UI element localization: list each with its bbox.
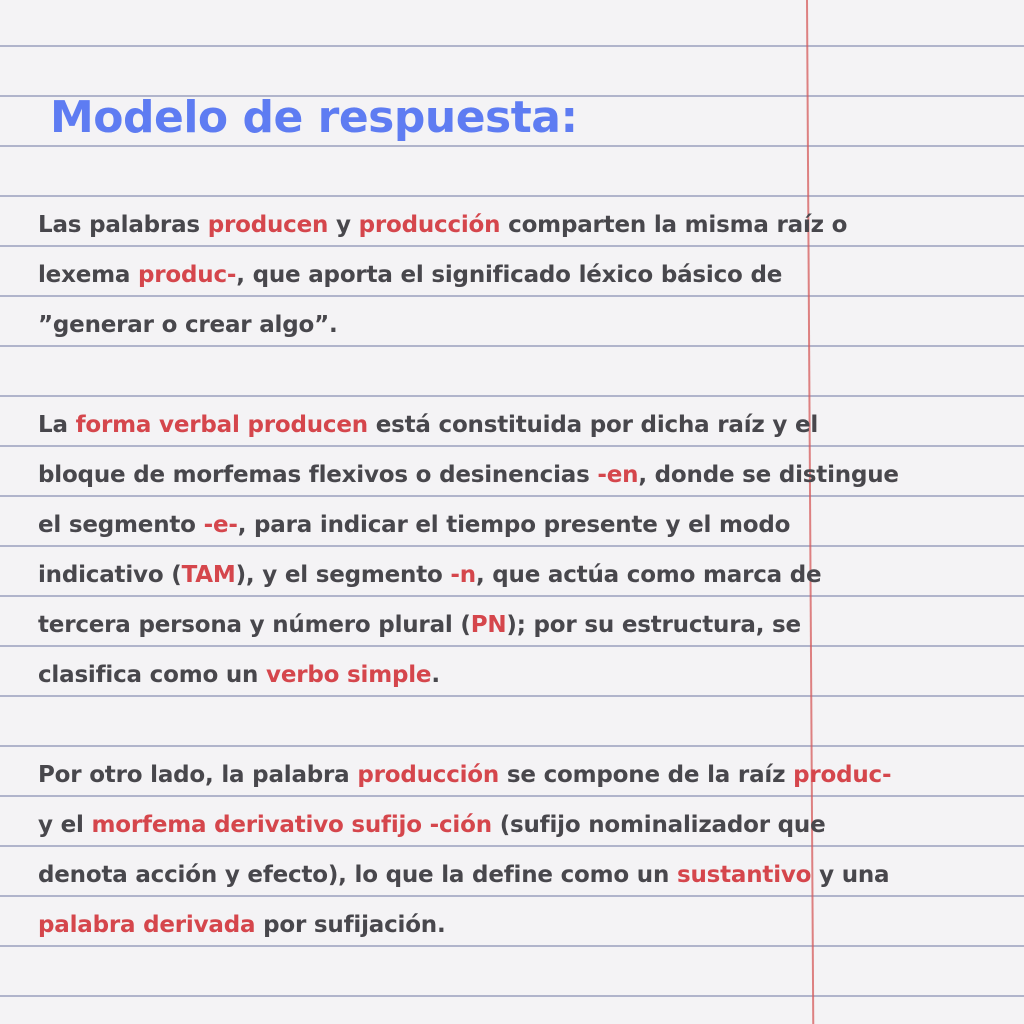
text-segment: ); por su estructura, se xyxy=(506,612,801,638)
text-segment: (sufijo nominalizador que xyxy=(491,812,826,838)
text-segment: , para indicar el tiempo presente y el modo xyxy=(237,512,791,538)
highlighted-term: produc- xyxy=(793,762,892,788)
text-segment: ), y el segmento xyxy=(235,562,451,588)
text-segment: comparten la misma raíz o xyxy=(500,212,848,238)
text-segment: y el xyxy=(38,812,92,838)
text-segment: Por otro lado, la palabra xyxy=(38,762,358,788)
text-segment: denota acción y efecto), lo que la define como un xyxy=(38,862,677,888)
highlighted-term: producen xyxy=(207,212,329,238)
highlighted-term: producción xyxy=(357,762,500,788)
text-line xyxy=(38,200,978,250)
text-line xyxy=(38,550,978,600)
text-segment: , que actúa como marca de xyxy=(475,562,822,588)
highlighted-term: TAM xyxy=(181,562,236,588)
page-title: Modelo de respuesta: xyxy=(50,92,578,143)
text-segment: La xyxy=(38,412,76,438)
text-segment: indicativo ( xyxy=(38,562,182,588)
text-line xyxy=(38,500,978,550)
text-segment: y xyxy=(328,212,359,238)
text-line xyxy=(38,250,978,300)
paragraph-roots xyxy=(38,200,978,350)
text-segment: clasifica como un xyxy=(38,662,267,688)
highlighted-term: forma verbal producen xyxy=(75,412,368,438)
highlighted-term: PN xyxy=(470,612,507,638)
text-segment: , que aporta el significado léxico básico de xyxy=(236,262,783,288)
text-segment: está constituida por dicha raíz y el xyxy=(367,412,819,438)
highlighted-term: sustantivo xyxy=(676,862,812,888)
highlighted-term: producción xyxy=(358,212,501,238)
text-segment: por sufijación. xyxy=(255,912,446,938)
highlighted-term: -n xyxy=(450,562,476,588)
text-line xyxy=(38,300,978,350)
highlighted-term: verbo simple xyxy=(266,662,432,688)
highlighted-term: morfema derivativo sufijo -ción xyxy=(91,812,492,838)
text-line xyxy=(38,750,978,800)
highlighted-term: -en xyxy=(597,462,639,488)
text-line xyxy=(38,600,978,650)
highlighted-term: produc- xyxy=(138,262,237,288)
highlighted-term: -e- xyxy=(203,512,238,538)
text-segment: . xyxy=(431,662,440,688)
text-line xyxy=(38,450,978,500)
text-segment: tercera persona y número plural ( xyxy=(38,612,471,638)
text-segment: y una xyxy=(811,862,890,888)
text-line xyxy=(38,650,978,700)
text-segment: , donde se distingue xyxy=(638,462,899,488)
text-line xyxy=(38,900,978,950)
text-segment: el segmento xyxy=(38,512,204,538)
highlighted-term: palabra derivada xyxy=(38,912,256,938)
text-line xyxy=(38,850,978,900)
paragraph-verb-form xyxy=(38,400,978,700)
text-segment: bloque de morfemas flexivos o desinencias xyxy=(38,462,598,488)
text-segment: ”generar o crear algo”. xyxy=(38,312,338,338)
text-line xyxy=(38,800,978,850)
text-segment: se compone de la raíz xyxy=(499,762,794,788)
text-segment: Las palabras xyxy=(38,212,208,238)
paragraph-derived-noun xyxy=(38,750,978,950)
text-segment: lexema xyxy=(38,262,139,288)
text-line xyxy=(38,400,978,450)
